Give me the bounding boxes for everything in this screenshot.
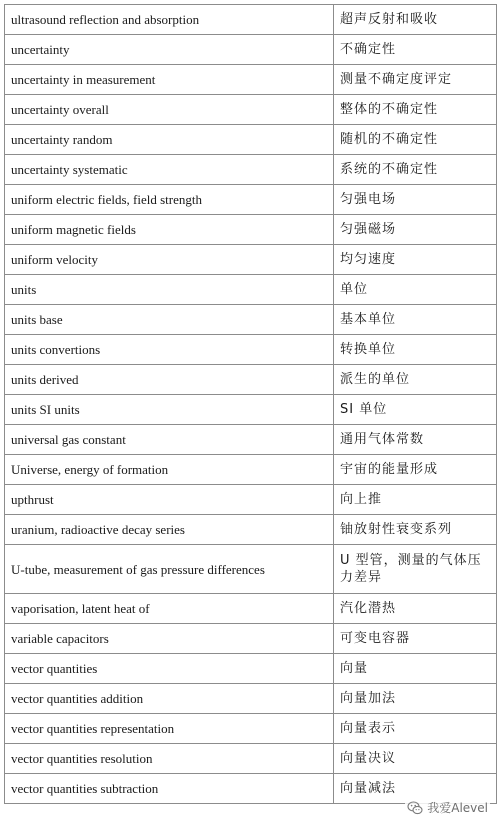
watermark [405, 798, 490, 817]
english-term: vector quantities resolution [5, 744, 334, 774]
english-term: uncertainty systematic [5, 155, 334, 185]
english-term: vector quantities addition [5, 684, 334, 714]
table-row [5, 275, 497, 305]
chinese-term: 宇宙的能量形成 [334, 455, 497, 485]
english-term: uncertainty overall [5, 95, 334, 125]
table-row [5, 365, 497, 395]
english-term: uniform electric fields, field strength [5, 185, 334, 215]
table-row [5, 485, 497, 515]
chinese-term: 整体的不确定性 [334, 95, 497, 125]
english-term: Universe, energy of formation [5, 455, 334, 485]
watermark-text: 我爱Alevel [427, 801, 488, 815]
english-term: units SI units [5, 395, 334, 425]
chinese-term: 基本单位 [334, 305, 497, 335]
english-term: units base [5, 305, 334, 335]
table-row [5, 545, 497, 594]
english-term: ultrasound reflection and absorption [5, 5, 334, 35]
chinese-term: 随机的不确定性 [334, 125, 497, 155]
table-row [5, 335, 497, 365]
glossary-body [5, 5, 497, 804]
chinese-term: 测量不确定度评定 [334, 65, 497, 95]
english-term: uniform magnetic fields [5, 215, 334, 245]
chinese-term: 向量减法 [334, 774, 497, 804]
table-row [5, 714, 497, 744]
table-row [5, 515, 497, 545]
table-row [5, 245, 497, 275]
chinese-term: 向量表示 [334, 714, 497, 744]
chinese-term: 匀强电场 [334, 185, 497, 215]
table-row [5, 95, 497, 125]
chinese-term: 均匀速度 [334, 245, 497, 275]
table-row [5, 744, 497, 774]
chinese-term: 可变电容器 [334, 624, 497, 654]
table-row [5, 305, 497, 335]
table-row [5, 395, 497, 425]
table-row [5, 654, 497, 684]
chinese-term: 通用气体常数 [334, 425, 497, 455]
table-row [5, 594, 497, 624]
english-term: universal gas constant [5, 425, 334, 455]
chinese-term: U 型管，测量的气体压力差异 [334, 545, 497, 594]
table-row [5, 125, 497, 155]
english-term: vaporisation, latent heat of [5, 594, 334, 624]
table-row [5, 65, 497, 95]
table-row [5, 185, 497, 215]
chinese-term: 汽化潜热 [334, 594, 497, 624]
english-term: U-tube, measurement of gas pressure differences [5, 545, 334, 594]
chinese-term: 铀放射性衰变系列 [334, 515, 497, 545]
chinese-term: 系统的不确定性 [334, 155, 497, 185]
table-row [5, 215, 497, 245]
chinese-term: 向上推 [334, 485, 497, 515]
english-term: uncertainty random [5, 125, 334, 155]
english-term: uniform velocity [5, 245, 334, 275]
chinese-term: 单位 [334, 275, 497, 305]
table-row [5, 455, 497, 485]
table-row [5, 684, 497, 714]
english-term: upthrust [5, 485, 334, 515]
chinese-term: 超声反射和吸收 [334, 5, 497, 35]
chinese-term: 匀强磁场 [334, 215, 497, 245]
table-row [5, 624, 497, 654]
chinese-term: 派生的单位 [334, 365, 497, 395]
table-row [5, 155, 497, 185]
english-term: units [5, 275, 334, 305]
glossary-table [4, 4, 497, 804]
english-term: vector quantities subtraction [5, 774, 334, 804]
english-term: uncertainty in measurement [5, 65, 334, 95]
chinese-term: 不确定性 [334, 35, 497, 65]
english-term: units derived [5, 365, 334, 395]
english-term: units convertions [5, 335, 334, 365]
english-term: vector quantities [5, 654, 334, 684]
chinese-term: 向量加法 [334, 684, 497, 714]
table-row [5, 425, 497, 455]
chinese-term: 向量决议 [334, 744, 497, 774]
chinese-term: 向量 [334, 654, 497, 684]
chinese-term: SI 单位 [334, 395, 497, 425]
table-row [5, 35, 497, 65]
english-term: uncertainty [5, 35, 334, 65]
table-row [5, 5, 497, 35]
wechat-icon [407, 800, 423, 816]
glossary-sheet [4, 4, 497, 804]
english-term: vector quantities representation [5, 714, 334, 744]
chinese-term: 转换单位 [334, 335, 497, 365]
english-term: uranium, radioactive decay series [5, 515, 334, 545]
english-term: variable capacitors [5, 624, 334, 654]
